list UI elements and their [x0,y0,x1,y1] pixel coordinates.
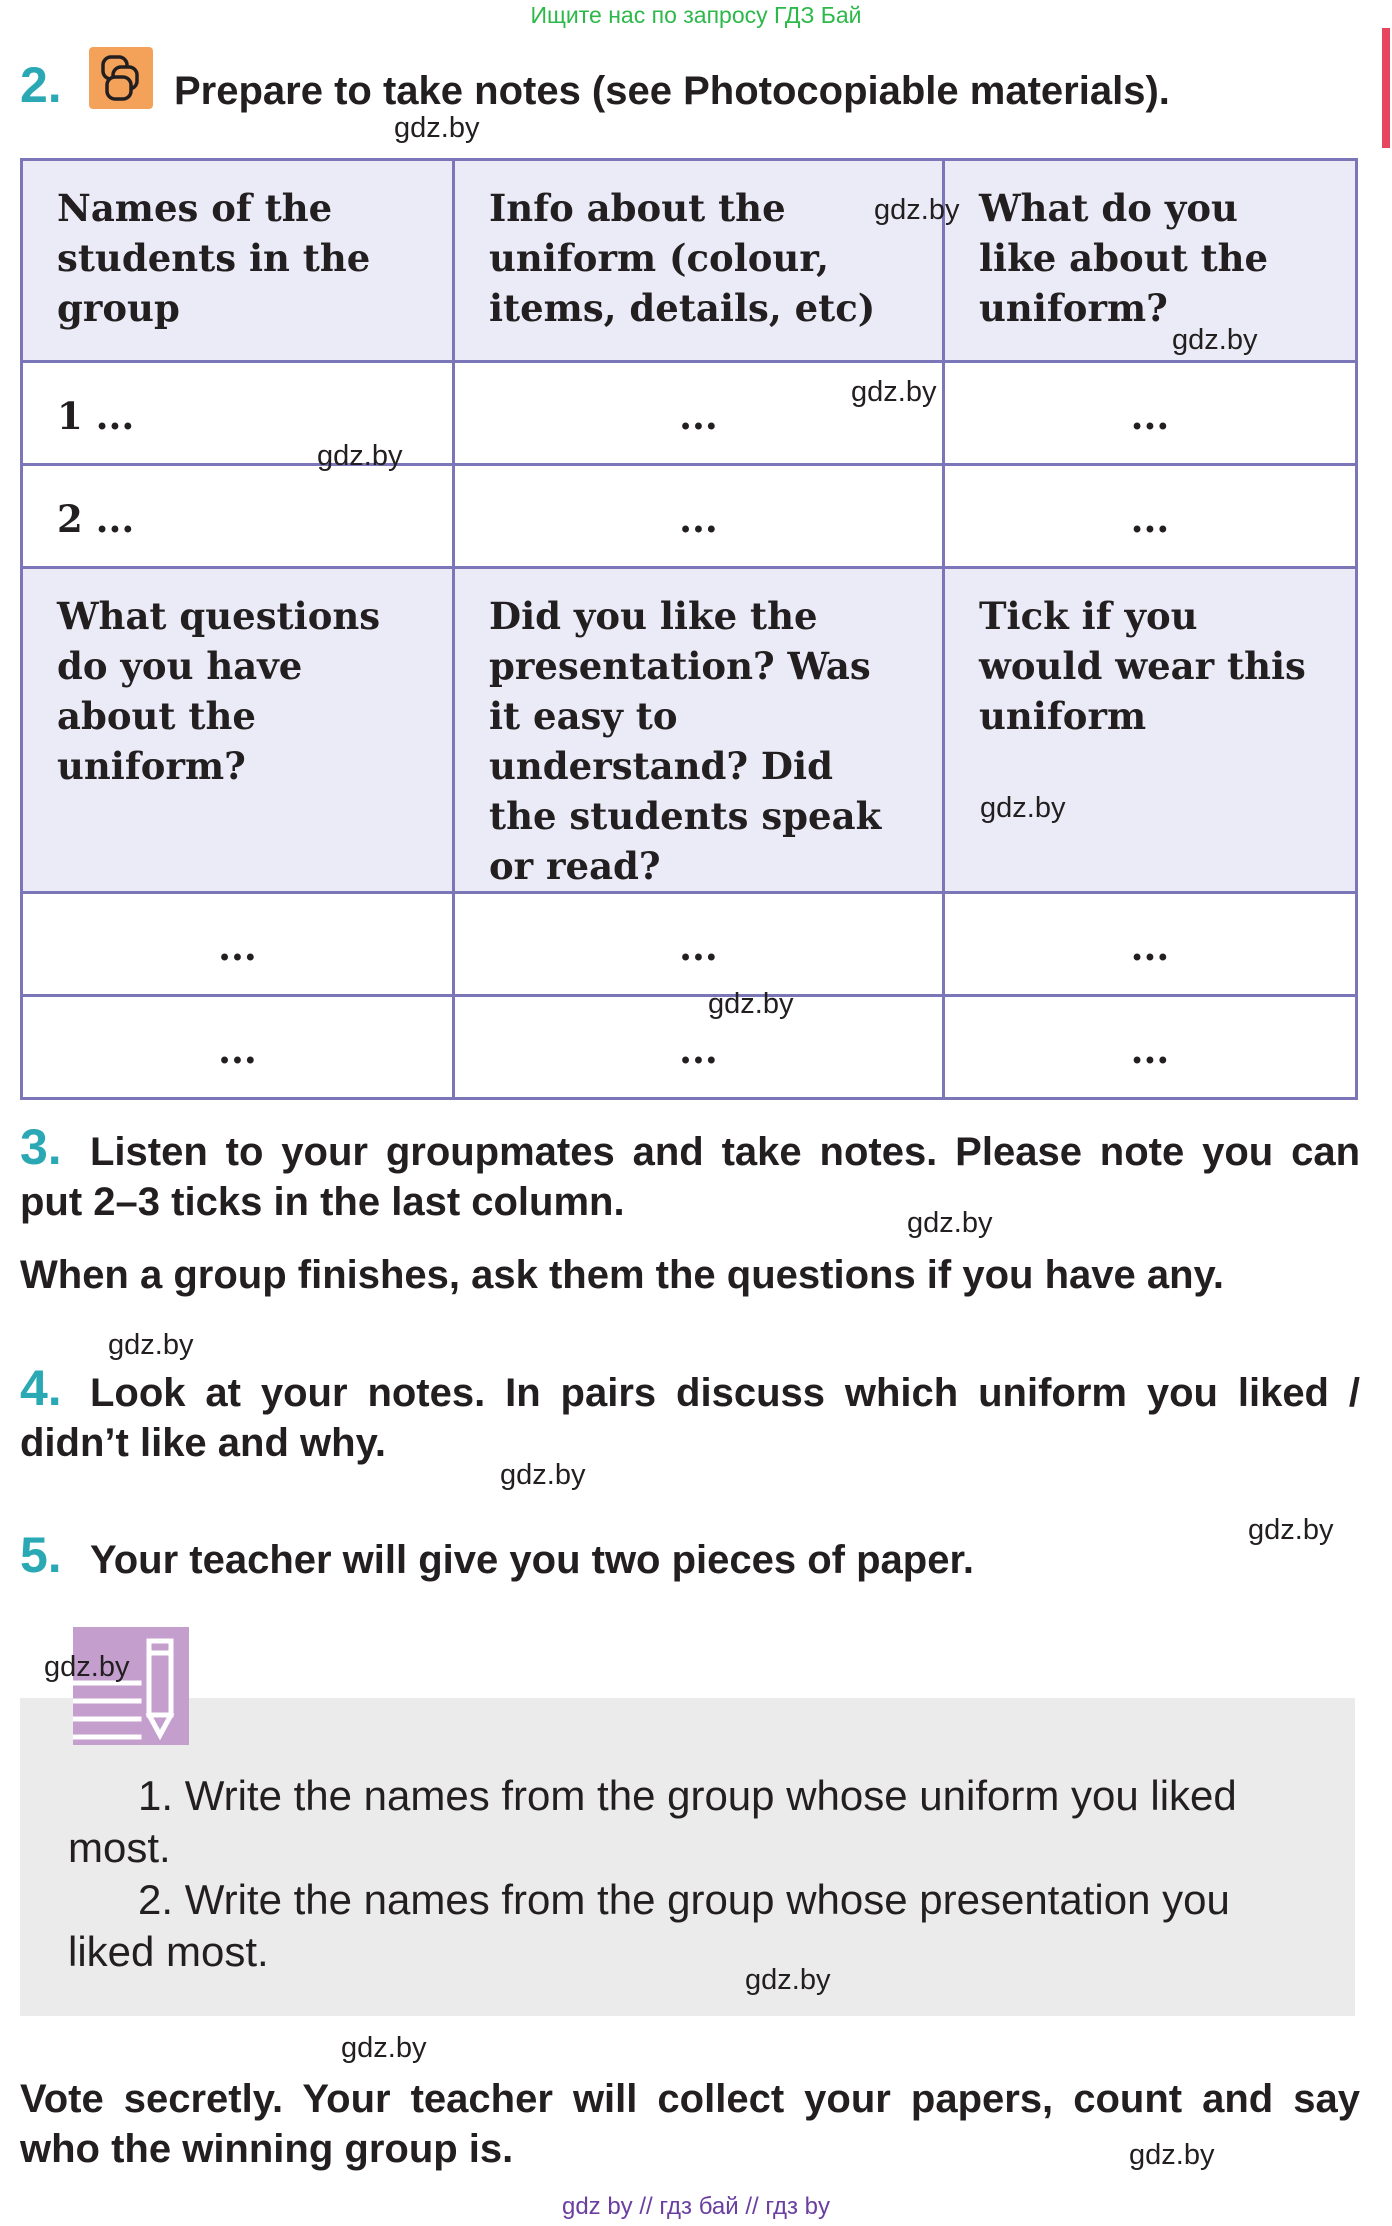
top-banner: Ищите нас по запросу ГДЗ Бай [530,2,862,28]
table-row [22,996,1357,1099]
table-header-row [22,160,1357,362]
task-4-text-line1: Look at your notes. In pairs discuss which uniform you liked / [90,1371,1360,1415]
task-5-number: 5. [20,1527,62,1583]
watermark: gdz.by [874,194,960,226]
task-3-number: 3. [20,1119,62,1175]
watermark: gdz.by [394,112,480,144]
table-cell: ... [454,893,944,996]
task-5-text: Your teacher will give you two pieces of paper. [90,1538,974,1582]
notes-table [20,158,1358,1100]
watermark: gdz.by [1172,324,1258,356]
table-cell: ... [944,465,1357,568]
task-3-text2: When a group finishes, ask them the questions if you have any. [20,1253,1224,1297]
task-4-text-line2: didn’t like and why. [20,1421,386,1465]
group-icon [89,47,153,109]
table-cell: ... [454,362,944,465]
watermark: gdz.by [980,792,1066,824]
table-row [22,893,1357,996]
header-cell-names: Names of the students in the group [22,160,454,362]
table-row [22,362,1357,465]
header-cell-tick: Tick if you would wear this uniform [944,568,1357,893]
table-cell: ... [944,362,1357,465]
table-cell: ... [454,996,944,1099]
watermark: gdz.by [500,1459,586,1491]
watermark: gdz.by [907,1207,993,1239]
table-cell: ... [22,996,454,1099]
header-cell-questions: What questions do you have about the uniform? [22,568,454,893]
watermark: gdz.by [341,2032,427,2064]
task-4-number: 4. [20,1360,62,1416]
watermark: gdz.by [1129,2139,1215,2171]
header-cell-presentation: Did you like the presentation? Was it easy to understand? Did the students speak or read? [454,568,944,893]
task-2-heading: Prepare to take notes (see Photocopiable materials). [174,69,1170,113]
table-cell: ... [944,996,1357,1099]
writing-pencil-icon [73,1627,189,1745]
table-row [22,465,1357,568]
task-2-number: 2. [20,57,62,113]
table-cell: ... [944,893,1357,996]
watermark: gdz.by [317,440,403,472]
table-cell: ... [22,893,454,996]
writing-item-2: 2. Write the names from the group whose presentation you liked most. [68,1876,1230,1975]
header-cell-info: Info about the uniform (colour, items, details, etc) [454,160,944,362]
table-cell: ... [454,465,944,568]
watermark: gdz.by [851,376,937,408]
header-cell-like: What do you like about the uniform? [944,160,1357,362]
table-header-row [22,568,1357,893]
writing-item-1: 1. Write the names from the group whose uniform you liked most. [68,1772,1237,1871]
watermark: gdz.by [708,988,794,1020]
watermark: gdz.by [1248,1514,1334,1546]
watermark: gdz.by [745,1964,831,1996]
task-3-text-line2: put 2–3 ticks in the last column. [20,1180,625,1224]
watermark: gdz.by [108,1329,194,1361]
page-edge-marker [1382,28,1390,148]
watermark: gdz.by [44,1651,130,1683]
task-3-text-line1: Listen to your groupmates and take notes. Please note you can [90,1130,1360,1174]
table-cell: 2 ... [22,465,454,568]
task-5-closing: Vote secretly. Your teacher will collect your papers, count and say who the winning group is. [20,2077,1360,2171]
footer-links: gdz by // гдз бай // гдз by [561,2193,831,2220]
table-cell: 1 ... [22,362,454,465]
